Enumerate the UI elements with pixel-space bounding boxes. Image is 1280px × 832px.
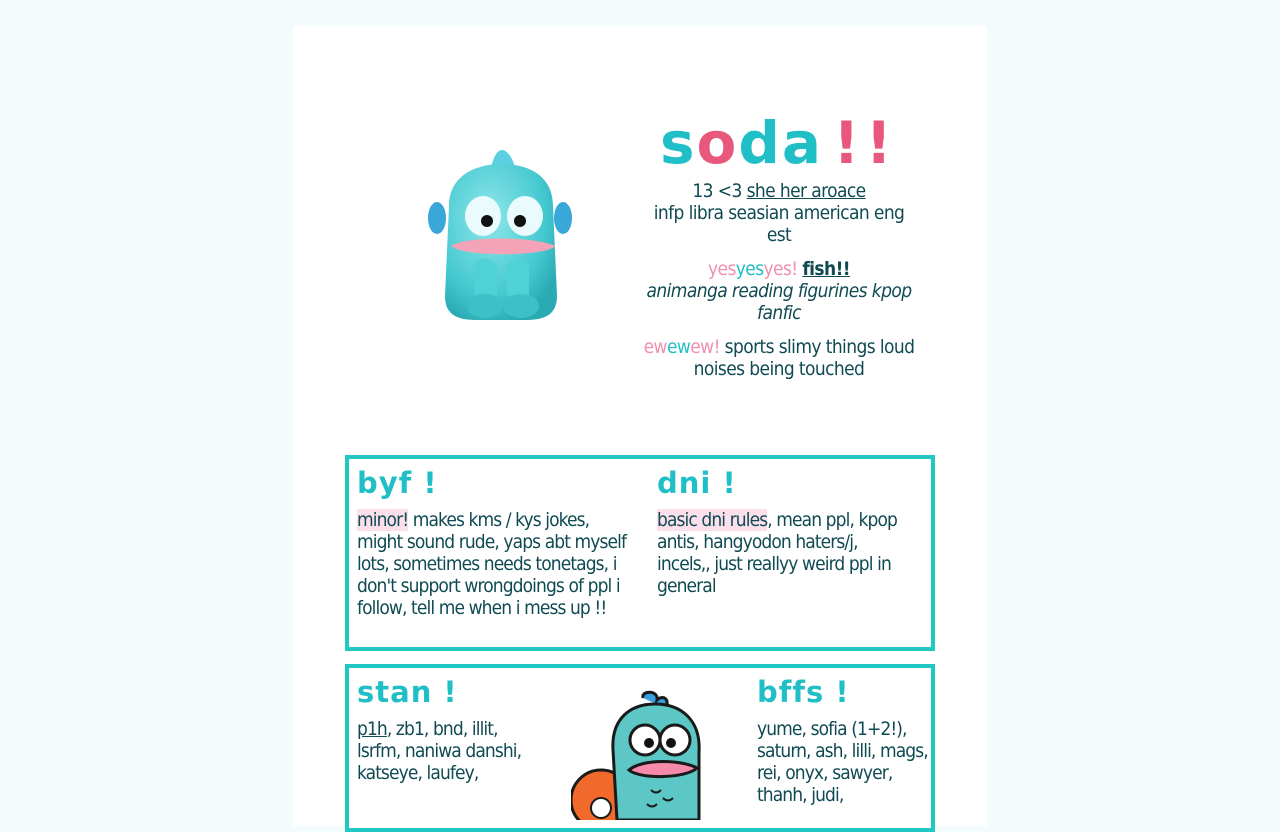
dislikes-ew-1: ew <box>643 336 667 358</box>
byf-text <box>357 509 629 619</box>
likes-yes-3: yes! <box>763 258 798 280</box>
dislikes-text: sports slimy things loud noises being touched <box>693 336 915 380</box>
byf-section <box>357 465 629 619</box>
title-letters-da: da <box>738 109 824 177</box>
profile-title <box>640 106 918 180</box>
dni-text <box>657 509 907 597</box>
p1h-link[interactable]: p1h <box>357 718 387 740</box>
likes-yes-2: yes <box>735 258 764 280</box>
bffs-text: yume, sofia (1+2!), saturn, ash, lilli, mags, rei, onyx, sawyer, thanh, judi, <box>757 718 928 806</box>
title-letter-s: s <box>660 109 697 177</box>
hangyodon-mascot-image <box>571 690 711 820</box>
hangyodon-figure-image <box>425 146 575 326</box>
fish-link[interactable]: fish!! <box>802 258 850 280</box>
title-letter-o: o <box>696 109 739 177</box>
dni-heading: dni ! <box>657 466 737 500</box>
age-text: 13 <3 <box>692 180 747 202</box>
dni-section <box>657 465 907 597</box>
stan-heading: stan ! <box>357 675 458 709</box>
bffs-section <box>757 674 929 806</box>
dislikes-section <box>640 336 918 380</box>
likes-section <box>640 258 918 324</box>
stan-bffs-box <box>345 664 935 832</box>
pronouns-link[interactable]: she her aroace <box>746 180 866 202</box>
bffs-heading: bffs ! <box>757 675 850 709</box>
dni-highlight: basic dni rules <box>657 509 768 531</box>
stan-section <box>357 674 527 784</box>
dislikes-ew-2: ew <box>666 336 691 358</box>
byf-body: makes kms / kys jokes, might sound rude, yaps abt myself lots, sometimes needs tonetags, i don't support wrongdoings of ppl i follow, tell me when i mess up !! <box>357 509 627 619</box>
traits-text: infp libra seasian american eng est <box>653 202 905 246</box>
stan-text <box>357 718 527 784</box>
dni-body: , mean ppl, kpop antis, hangyodon haters/j, incels,, just reallyy weird ppl in general <box>657 509 897 597</box>
profile-info <box>640 106 918 380</box>
likes-text: animanga reading figurines kpop fanfic <box>646 280 912 324</box>
byf-heading: byf ! <box>357 466 438 500</box>
byf-dni-box <box>345 455 935 651</box>
likes-yes-1: yes <box>708 258 736 280</box>
title-bang: !! <box>833 109 898 177</box>
byf-highlight: minor! <box>357 509 409 531</box>
stan-body: , zb1, bnd, illit, lsrfm, naniwa danshi, katseye, laufey, <box>357 718 522 784</box>
profile-identity <box>640 180 918 246</box>
dislikes-ew-3: ew! <box>690 336 720 358</box>
